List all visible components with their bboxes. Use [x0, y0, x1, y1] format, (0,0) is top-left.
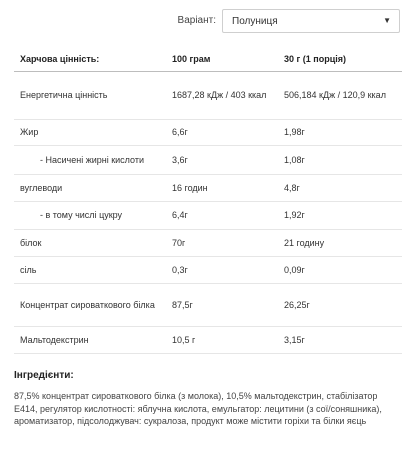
nutrient-name: Концентрат сироваткового білка: [14, 283, 166, 326]
nutrient-per100: 10,5 г: [166, 326, 278, 353]
nutrition-header-row: [14, 48, 402, 71]
nutrient-per100: 6,4г: [166, 201, 278, 229]
nutrient-per100: 70г: [166, 229, 278, 256]
nutrient-name: - Насичені жирні кислоти: [14, 145, 166, 174]
variant-selected-value: Полуниця: [232, 16, 278, 27]
variant-label: Варіант:: [177, 15, 216, 26]
nutrient-name: сіль: [14, 256, 166, 283]
nutrition-header-name: Харчова цінність:: [14, 48, 166, 71]
nutrient-name: Жир: [14, 119, 166, 145]
nutrient-per-serving: 4,8г: [278, 174, 402, 201]
chevron-down-icon: ▼: [383, 16, 391, 25]
nutrient-per-serving: 1,92г: [278, 201, 402, 229]
table-row: [14, 119, 402, 145]
nutrient-per-serving: 1,08г: [278, 145, 402, 174]
table-row: [14, 201, 402, 229]
nutrient-name: вуглеводи: [14, 174, 166, 201]
nutrient-per100: 1687,28 кДж / 403 ккал: [166, 71, 278, 119]
nutrition-table: [14, 48, 402, 354]
table-row: [14, 326, 402, 353]
table-row: [14, 229, 402, 256]
nutrition-header-per100: 100 грам: [166, 48, 278, 71]
nutrient-per100: 6,6г: [166, 119, 278, 145]
table-row: [14, 174, 402, 201]
nutrient-per100: 3,6г: [166, 145, 278, 174]
nutrient-per100: 16 годин: [166, 174, 278, 201]
nutrient-per-serving: 21 годину: [278, 229, 402, 256]
ingredients-title: Інгредієнти:: [14, 370, 74, 381]
ingredients-section: [14, 370, 402, 428]
table-row: [14, 256, 402, 283]
variant-row: [0, 9, 416, 33]
nutrient-per100: 87,5г: [166, 283, 278, 326]
nutrient-name: Мальтодекстрин: [14, 326, 166, 353]
nutrition-header-per-serving: 30 г (1 порція): [278, 48, 402, 71]
variant-select[interactable]: [222, 9, 400, 33]
ingredients-text: 87,5% концентрат сироваткового білка (з молока), 10,5% мальтодекстрин, стабілізатор Е414, регулятор кислотності: яблучна кислота, емульгатор: лецитини (з сої/соняшника), ароматизатор, підсолоджувач: сукралоза, продукт може містити горіхи та білки яєць: [14, 391, 382, 426]
nutrient-per100: 0,3г: [166, 256, 278, 283]
table-row: [14, 145, 402, 174]
table-row: [14, 283, 402, 326]
variant-label-wrap: [0, 9, 216, 33]
nutrient-name: - в тому числі цукру: [14, 201, 166, 229]
nutrient-name: білок: [14, 229, 166, 256]
nutrient-per-serving: 26,25г: [278, 283, 402, 326]
nutrient-name: Енергетична цінність: [14, 71, 166, 119]
table-row: [14, 71, 402, 119]
nutrient-per-serving: 1,98г: [278, 119, 402, 145]
nutrient-per-serving: 3,15г: [278, 326, 402, 353]
nutrient-per-serving: 506,184 кДж / 120,9 ккал: [278, 71, 402, 119]
nutrient-per-serving: 0,09г: [278, 256, 402, 283]
